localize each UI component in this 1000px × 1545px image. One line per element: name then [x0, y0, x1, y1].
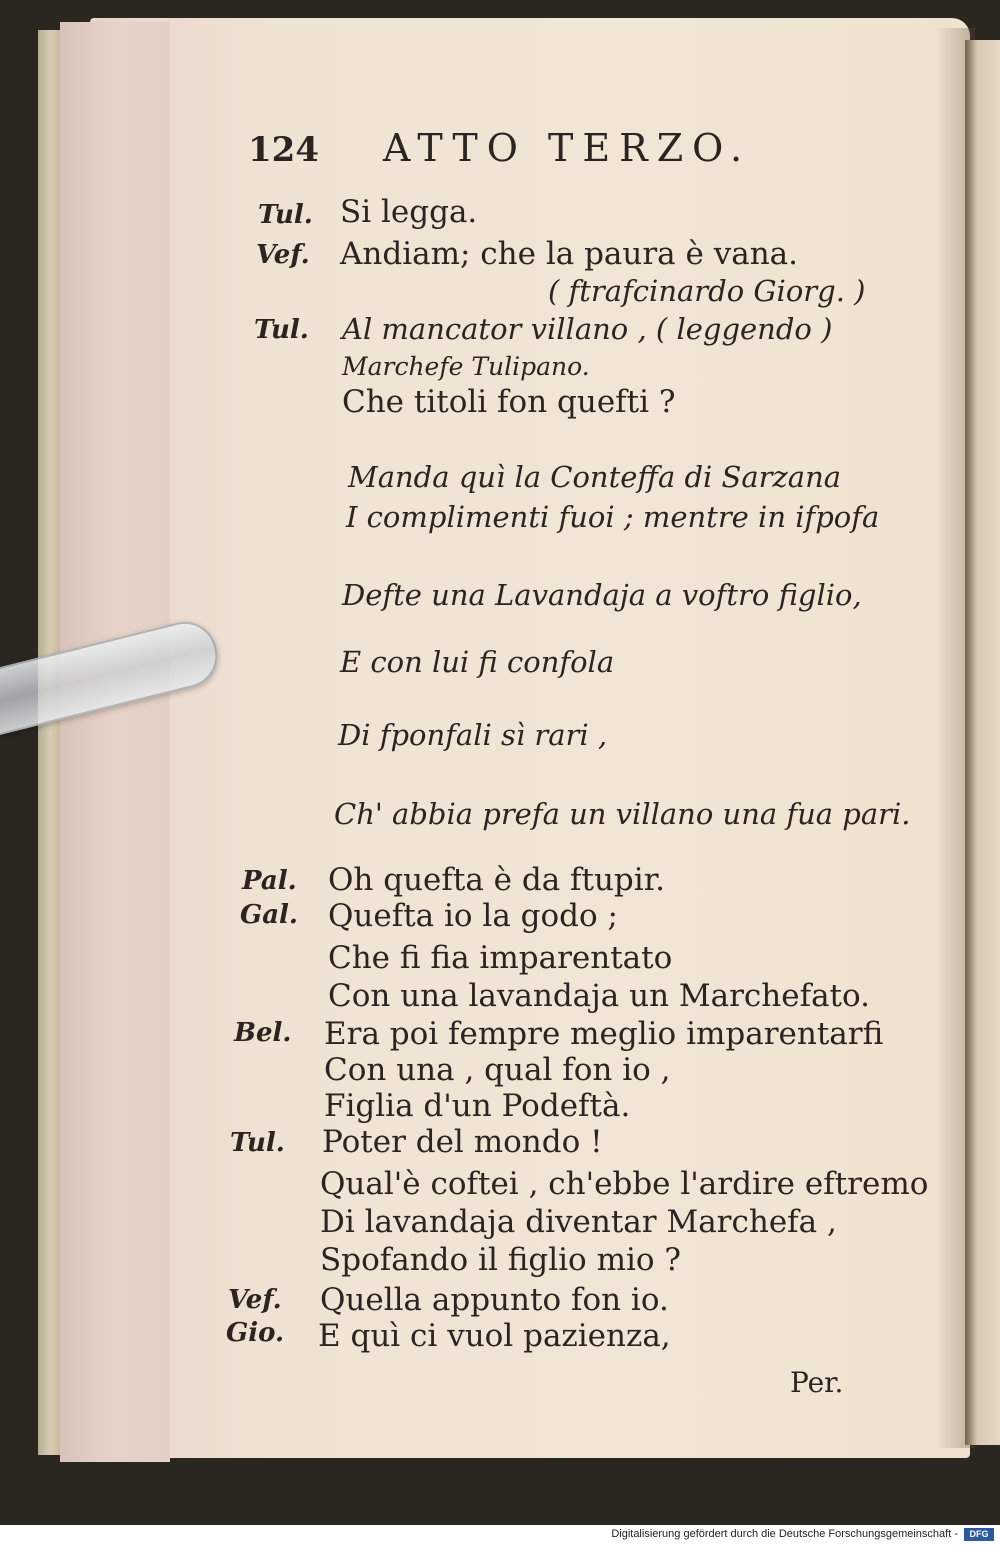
- letter-line: Ch' abbia prefa un villano una fua pari.: [334, 797, 911, 831]
- letter-line: Manda quì la Conteffa di Sarzana: [348, 460, 842, 494]
- stage-direction: ( ftrafcinardo Giorg. ): [548, 274, 866, 308]
- letter-line: I complimenti fuoi ; mentre in ifpofa: [346, 500, 880, 534]
- verse-line: Di lavandaja diventar Marchefa ,: [320, 1204, 837, 1240]
- facing-page-edge: [965, 40, 1000, 1445]
- credit-text: Digitalisierung gefördert durch die Deutsche Forschungsgemeinschaft -: [611, 1528, 958, 1540]
- verse-line: E quì ci vuol pazienza,: [318, 1318, 671, 1354]
- speaker-label: Pal.: [242, 866, 297, 896]
- verse-line: Andiam; che la paura è vana.: [340, 236, 799, 272]
- catchword: Per.: [790, 1366, 844, 1399]
- speaker-label: Tul.: [258, 200, 313, 230]
- speaker-label: Tul.: [230, 1128, 285, 1158]
- letter-line: Defte una Lavandaja a voftro figlio,: [342, 578, 862, 612]
- speaker-label: Gio.: [226, 1318, 285, 1348]
- letter-line: Di fponfali sì rari ,: [338, 718, 608, 752]
- speaker-label: Vef.: [228, 1285, 282, 1315]
- digitization-credit-bar: [0, 1525, 1000, 1545]
- dfg-logo: DFG: [964, 1528, 994, 1541]
- verse-line: Figlia d'un Podeftà.: [324, 1088, 631, 1124]
- verse-line: Spofando il figlio mio ?: [320, 1242, 682, 1278]
- verse-line: Al mancator villano , ( leggendo ): [342, 312, 833, 346]
- letter-line: E con lui fi confola: [340, 645, 615, 679]
- speaker-label: Gal.: [240, 900, 298, 930]
- verse-line: Era poi fempre meglio imparentarfi: [324, 1016, 884, 1052]
- verse-line: Che titoli fon quefti ?: [342, 384, 676, 420]
- page-number: 124: [248, 130, 319, 170]
- speaker-label: Vef.: [256, 240, 310, 270]
- verse-line: Che fi fia imparentato: [328, 940, 673, 976]
- speaker-label: Bel.: [234, 1018, 292, 1048]
- verse-line: Oh quefta è da ftupir.: [328, 862, 665, 898]
- running-title: ATTO TERZO.: [383, 126, 752, 170]
- letter-line: Marchefe Tulipano.: [342, 352, 590, 381]
- verse-line: Qual'è coftei , ch'ebbe l'ardire eftremo: [320, 1166, 929, 1202]
- verse-line: Poter del mondo !: [322, 1124, 603, 1160]
- page-gutter: [60, 22, 170, 1462]
- verse-line: Con una lavandaja un Marchefato.: [328, 978, 870, 1014]
- verse-line: Si legga.: [340, 194, 478, 230]
- verse-line: Quella appunto fon io.: [320, 1282, 669, 1318]
- verse-line: Quefta io la godo ;: [328, 898, 618, 934]
- verse-line: Con una , qual fon io ,: [324, 1052, 671, 1088]
- speaker-label: Tul.: [254, 315, 309, 345]
